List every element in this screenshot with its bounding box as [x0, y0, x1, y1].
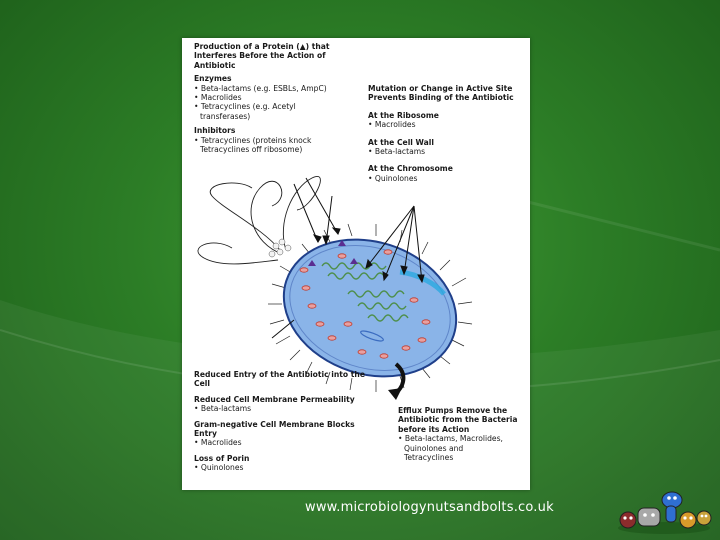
- inhibitors-heading: Inhibitors: [194, 126, 236, 136]
- reduced-entry-section: [194, 370, 370, 473]
- chromosome-heading: At the Chromosome: [368, 164, 453, 174]
- efflux-item: • Beta-lactams, Macrolides,: [398, 434, 503, 444]
- porin-item: • Quinolones: [194, 463, 244, 473]
- enzymes-item: • Macrolides: [194, 93, 242, 103]
- resistance-mechanisms-figure: [182, 38, 530, 490]
- protein-section: [194, 42, 354, 154]
- enzymes-item-continued: transferases): [200, 111, 251, 121]
- inhibitors-item-continued: Tetracyclines off ribosome): [200, 145, 303, 155]
- cellwall-heading: At the Cell Wall: [368, 137, 434, 147]
- microbe-mascots-logo-icon: [614, 480, 714, 536]
- mutation-section: [368, 84, 524, 183]
- chromosome-item: • Quinolones: [368, 173, 418, 183]
- enzymes-item: • Beta-lactams (e.g. ESBLs, AmpC): [194, 83, 327, 93]
- enzymes-item: • Tetracyclines (e.g. Acetyl: [194, 102, 296, 112]
- inhibitors-item: • Tetracyclines (proteins knock: [194, 135, 312, 145]
- efflux-heading: Efflux Pumps Remove the Antibiotic from the Bacteria before its Action: [398, 406, 518, 434]
- efflux-item-continued: Tetracyclines: [404, 453, 454, 463]
- flagella: [198, 176, 320, 264]
- website-url: www.microbiologynutsandbolts.co.uk: [305, 500, 554, 515]
- efflux-item-continued: Quinolones and: [404, 443, 464, 453]
- porin-heading: Loss of Porin: [194, 453, 250, 463]
- ribosome-item: • Macrolides: [368, 120, 416, 130]
- reduced-heading: Reduced Entry of the Antibiotic into the Cell: [194, 370, 365, 389]
- ribosome-heading: At the Ribosome: [368, 110, 439, 120]
- mutation-heading: Mutation or Change in Active Site Prevents Binding of the Antibiotic: [368, 84, 514, 103]
- cellwall-item: • Beta-lactams: [368, 147, 426, 157]
- enzymes-heading: Enzymes: [194, 74, 232, 84]
- efflux-section: [398, 406, 526, 462]
- permeability-heading: Reduced Cell Membrane Permeability: [194, 394, 355, 404]
- permeability-item: • Beta-lactams: [194, 404, 252, 414]
- gramneg-item: • Macrolides: [194, 438, 242, 448]
- gramneg-heading: Gram-negative Cell Membrane Blocks Entry: [194, 419, 355, 439]
- protein-heading: Production of a Protein (▲) that Interferes Before the Action of Antibiotic: [194, 42, 330, 70]
